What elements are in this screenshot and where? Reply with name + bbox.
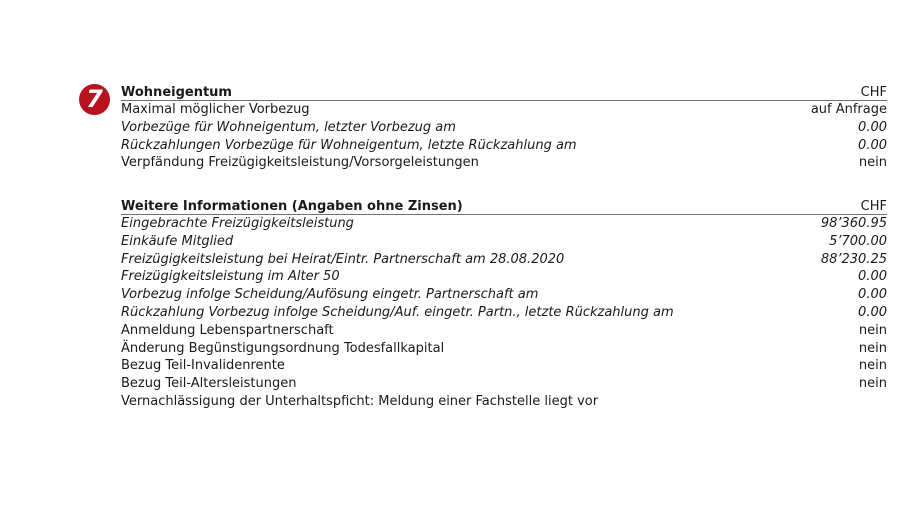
section-header <box>121 195 887 215</box>
row-value: 0.00 <box>858 269 887 285</box>
table-row <box>121 322 887 340</box>
table-row <box>121 340 887 358</box>
table-row <box>121 286 887 304</box>
section-number-badge: 7 <box>79 84 110 115</box>
table-row <box>121 268 887 286</box>
table-row <box>121 215 887 233</box>
currency-label: CHF <box>860 199 887 214</box>
row-value: 0.00 <box>858 287 887 303</box>
row-label: Freizügigkeitsleistung im Alter 50 <box>121 269 340 285</box>
table-row <box>121 304 887 322</box>
section-title: Weitere Informationen (Angaben ohne Zinsen) <box>121 199 463 214</box>
table-row <box>121 393 887 411</box>
row-value: nein <box>858 322 887 338</box>
row-list <box>121 215 887 411</box>
row-label: Verpfändung Freizügigkeitsleistung/Vorsorgeleistungen <box>121 155 479 171</box>
row-label: Einkäufe Mitglied <box>121 233 234 249</box>
row-label: Rückzahlungen Vorbezüge für Wohneigentum, letzte Rückzahlung am <box>121 137 577 153</box>
table-row <box>121 137 887 155</box>
row-value: 0.00 <box>858 137 887 153</box>
section-weitere-informationen <box>121 195 887 411</box>
row-value: nein <box>858 155 887 171</box>
row-label: Vernachlässigung der Unterhaltspficht: Meldung einer Fachstelle liegt vor <box>121 393 599 409</box>
row-list <box>121 101 887 172</box>
currency-label: CHF <box>860 85 887 100</box>
table-row <box>121 119 887 137</box>
row-label: Vorbezug infolge Scheidung/Aufösung eingetr. Partnerschaft am <box>121 287 539 303</box>
table-row <box>121 357 887 375</box>
row-value: nein <box>858 358 887 374</box>
row-label: Maximal möglicher Vorbezug <box>121 102 310 117</box>
table-row <box>121 154 887 172</box>
row-label: Anmeldung Lebenspartnerschaft <box>121 322 334 338</box>
row-value: 88’230.25 <box>820 251 887 267</box>
row-label: Vorbezüge für Wohneigentum, letzter Vorbezug am <box>121 119 456 135</box>
section-title: Wohneigentum <box>121 85 232 100</box>
row-label: Änderung Begünstigungsordnung Todesfallkapital <box>121 340 445 356</box>
row-label: Bezug Teil-Invalidenrente <box>121 358 285 374</box>
row-value: 0.00 <box>858 119 887 135</box>
row-value: auf Anfrage <box>810 102 887 117</box>
section-header <box>121 81 887 101</box>
row-value: 0.00 <box>858 304 887 320</box>
table-row <box>121 251 887 269</box>
table-row <box>121 375 887 393</box>
row-label: Bezug Teil-Altersleistungen <box>121 376 297 392</box>
row-value: nein <box>858 340 887 356</box>
row-label: Eingebrachte Freizügigkeitsleistung <box>121 216 354 231</box>
table-row <box>121 101 887 119</box>
row-value: nein <box>858 376 887 392</box>
row-label: Rückzahlung Vorbezug infolge Scheidung/Auf. eingetr. Partn., letzte Rückzahlung am <box>121 304 674 320</box>
table-row <box>121 233 887 251</box>
section-wohneigentum <box>121 81 887 172</box>
row-value: 98’360.95 <box>820 216 887 231</box>
row-label: Freizügigkeitsleistung bei Heirat/Eintr. Partnerschaft am 28.08.2020 <box>121 251 565 267</box>
row-value: 5’700.00 <box>829 233 887 249</box>
